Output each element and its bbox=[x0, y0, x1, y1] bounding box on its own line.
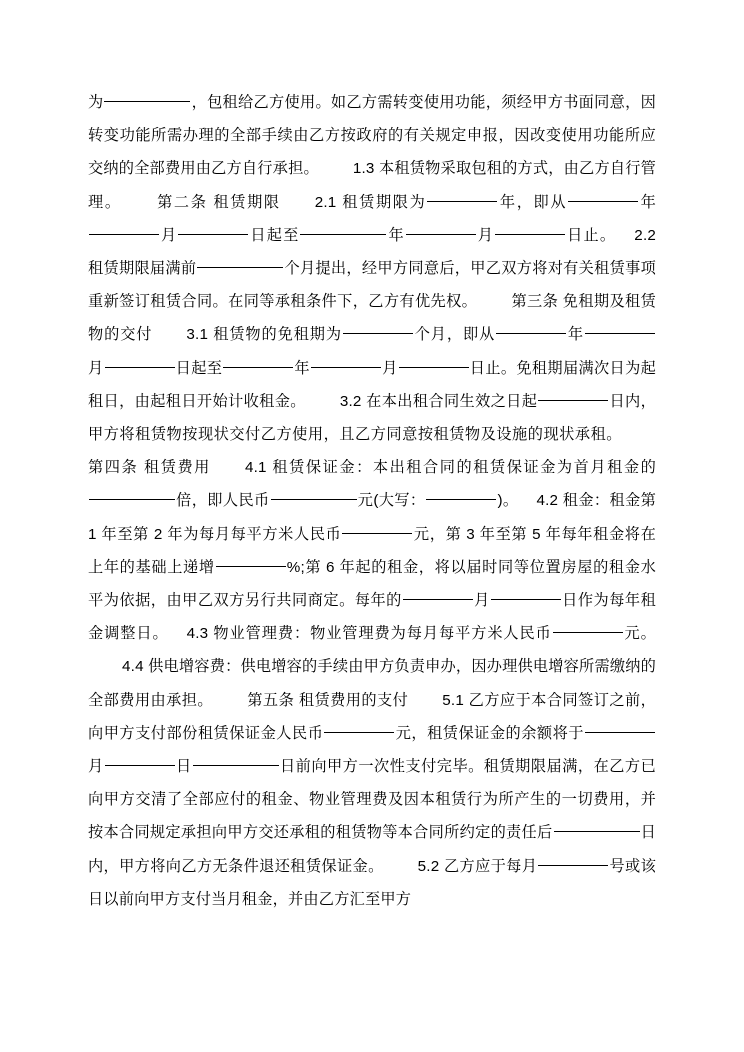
text-run: 2.2 租赁期限届满前 bbox=[88, 226, 657, 278]
text-run: 日起至 bbox=[175, 359, 223, 377]
fill-in-blank bbox=[426, 484, 496, 500]
text-run: 日内，甲方将向乙方无条件退还租赁保证金。 bbox=[88, 824, 656, 875]
text-run: 倍，即人民币 bbox=[176, 492, 270, 510]
text-run: 月 bbox=[473, 592, 490, 610]
fill-in-blank bbox=[403, 584, 473, 600]
fill-in-blank bbox=[491, 584, 561, 600]
text-run: 年 bbox=[387, 226, 405, 244]
text-run: 5.2 乙方应于每月 bbox=[417, 857, 538, 875]
text-run: )。 bbox=[497, 492, 519, 510]
text-run: 年 bbox=[567, 326, 584, 344]
text-run: 4.3 物业管理费：物业管理费为每月每平方米人民币 bbox=[186, 625, 552, 643]
text-run: 元。 bbox=[623, 625, 656, 643]
text-run: 月 bbox=[88, 359, 104, 377]
fill-in-blank bbox=[300, 219, 386, 235]
text-run: 年 bbox=[294, 359, 310, 377]
clause-gap bbox=[88, 650, 122, 683]
text-run: 第二条 租赁期限 bbox=[155, 193, 281, 211]
fill-in-blank bbox=[538, 850, 608, 866]
text-run: 4.1 租赁保证金：本出租合同的租赁保证金为首月租金的 bbox=[244, 459, 657, 477]
fill-in-blank bbox=[427, 186, 497, 202]
text-run: %;第 6 年起的租金，将以届时同等位置房屋的租金水平为依据，由甲乙双方另行共同商定。每年的 bbox=[88, 558, 656, 610]
text-run: 日止。免租期届满次日为起租日，由起租日开始计收租金。 bbox=[88, 359, 657, 410]
text-run: 日作为每年租金调整日。 bbox=[88, 592, 656, 643]
fill-in-blank bbox=[89, 484, 175, 500]
fill-in-blank bbox=[585, 717, 655, 733]
fill-in-blank bbox=[406, 219, 476, 235]
text-run: 年，即从 bbox=[498, 193, 568, 211]
text-run: 日 bbox=[175, 758, 192, 776]
text-run: 3.2 在本出租合同生效之日起 bbox=[339, 392, 538, 410]
fill-in-blank bbox=[538, 385, 608, 401]
fill-in-blank bbox=[553, 617, 623, 633]
clause-gap bbox=[622, 418, 656, 451]
fill-in-blank bbox=[496, 318, 566, 334]
text-run: 元，第 3 年至第 5 年每年租金将在上年的基础上递增 bbox=[88, 525, 656, 576]
clause-gap bbox=[122, 186, 156, 219]
clause-gap bbox=[281, 186, 315, 219]
text-run: 月 bbox=[88, 758, 104, 776]
text-run: 月 bbox=[476, 226, 495, 244]
fill-in-blank bbox=[104, 86, 190, 102]
fill-in-blank bbox=[311, 352, 381, 368]
clause-gap bbox=[518, 484, 536, 517]
text-run: 日起至 bbox=[249, 226, 300, 244]
fill-in-blank bbox=[271, 484, 357, 500]
fill-in-blank bbox=[399, 352, 469, 368]
fill-in-blank bbox=[568, 186, 638, 202]
text-run: 月 bbox=[160, 226, 178, 244]
text-run: 个月，即从 bbox=[414, 326, 496, 344]
clause-gap bbox=[306, 385, 340, 418]
clause-gap bbox=[169, 617, 187, 650]
text-run: 年 bbox=[639, 193, 656, 211]
fill-in-blank bbox=[495, 219, 565, 235]
fill-in-blank bbox=[324, 717, 394, 733]
fill-in-blank bbox=[105, 352, 175, 368]
fill-in-blank bbox=[197, 252, 283, 268]
clause-gap bbox=[477, 285, 511, 318]
fill-in-blank bbox=[223, 352, 293, 368]
text-run: 第三条 免租期及租赁物的交付 bbox=[88, 293, 656, 344]
contract-paragraph bbox=[88, 86, 656, 916]
fill-in-blank bbox=[178, 219, 248, 235]
fill-in-blank bbox=[343, 318, 413, 334]
fill-in-blank bbox=[342, 518, 412, 534]
text-run: 为 bbox=[88, 94, 104, 111]
clause-gap bbox=[384, 850, 418, 883]
clause-gap bbox=[211, 451, 245, 484]
text-run: 第五条 租赁费用的支付 bbox=[247, 691, 409, 709]
text-run: 元，租赁保证金的余额将于 bbox=[395, 724, 585, 742]
text-run: 日止。 bbox=[566, 226, 617, 244]
fill-in-blank bbox=[193, 750, 279, 766]
text-run: 日内，甲方将租赁物按现状交付乙方使用，且乙方同意按租赁物及设施的现状承租。 bbox=[88, 392, 656, 444]
text-run: 号或该日以前向甲方支付当月租金，并由乙方汇至甲方 bbox=[88, 857, 656, 908]
text-run: 第四条 租赁费用 bbox=[88, 459, 211, 477]
contract-body bbox=[88, 86, 656, 916]
clause-gap bbox=[616, 219, 634, 252]
clause-gap bbox=[152, 318, 186, 351]
text-run: 月 bbox=[381, 359, 398, 377]
fill-in-blank bbox=[216, 551, 286, 567]
text-run: ，包租给乙方使用。如乙方需转变使用功能，须经甲方书面同意，因转变功能所需办理的全部手续由乙方按政府的有关规定申报，因改变使用功能所应交纳的全部费用由乙方自行承担。 bbox=[88, 94, 656, 178]
fill-in-blank bbox=[89, 219, 159, 235]
fill-in-blank bbox=[105, 750, 175, 766]
fill-in-blank bbox=[585, 318, 655, 334]
text-run: 元(大写： bbox=[357, 492, 426, 510]
text-run: 1.3 本租赁物采取包租的方式，由乙方自行管理。 bbox=[88, 160, 657, 211]
clause-gap bbox=[408, 684, 442, 717]
text-run: 4.4 供电增容费：供电增容的手续由甲方负责申办，因办理供电增容所需缴纳的全部费用由承担。 bbox=[88, 658, 656, 709]
clause-gap bbox=[319, 152, 353, 185]
text-run: 个月提出，经甲方同意后，甲乙双方将对有关租赁事项重新签订租赁合同。在同等承租条件下，乙方有优先权。 bbox=[88, 260, 656, 311]
text-run: 日前向甲方一次性支付完毕。租赁期限届满，在乙方已向甲方交清了全部应付的租金、物业管理费及因本租赁行为所产生的一切费用，并按本合同规定承担向甲方交还承租的租赁物等本合同所约定的责任后 bbox=[88, 758, 656, 842]
clause-gap bbox=[213, 684, 247, 717]
fill-in-blank bbox=[554, 816, 640, 832]
text-run: 3.1 租赁物的免租期为 bbox=[186, 326, 342, 344]
text-run: 4.2 租金：租金第 1 年至第 2 年为每月每平方米人民币 bbox=[88, 492, 656, 543]
text-run: 2.1 租赁期限为 bbox=[314, 193, 427, 211]
text-run: 5.1 乙方应于本合同签订之前，向甲方支付部份租赁保证金人民币 bbox=[88, 691, 656, 742]
